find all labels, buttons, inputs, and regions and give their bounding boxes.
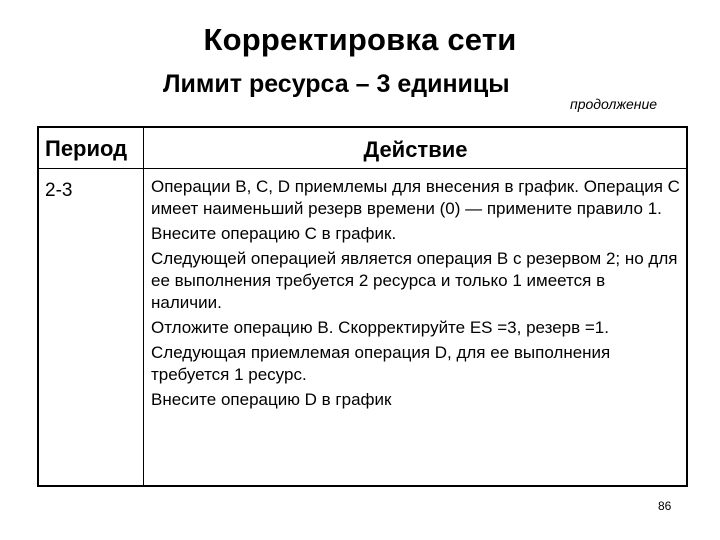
table-cell-period: 2-3 xyxy=(45,180,73,201)
action-step: Отложите операцию B. Скорректируйте ES =3, резерв =1. xyxy=(151,318,609,337)
schedule-table xyxy=(37,126,688,487)
action-step: Операции B, C, D приемлемы для внесения в график. Операция C имеет наименьший резерв времени (0) — примените правило 1. xyxy=(151,177,680,218)
table-column-divider xyxy=(143,128,144,485)
column-header-period: Период xyxy=(45,136,128,161)
column-header-action: Действие xyxy=(363,137,468,162)
action-step: Внесите операцию D в график xyxy=(151,390,392,409)
slide-title: Корректировка сети xyxy=(203,22,517,57)
page-number: 86 xyxy=(658,499,672,513)
action-step: Следующая приемлемая операция D, для ее выполнения требуется 1 ресурс. xyxy=(151,343,611,384)
continued-label: продолжение xyxy=(570,96,658,112)
action-step: Следующей операцией является операция B с резервом 2; но для ее выполнения требуется 2 ресурса и только 1 имеется в наличии. xyxy=(151,249,678,312)
action-step: Внесите операцию C в график. xyxy=(151,224,397,243)
table-cell-action xyxy=(151,176,680,414)
slide-subtitle: Лимит ресурса – 3 единицы xyxy=(163,70,510,98)
table-header-divider xyxy=(39,168,686,169)
